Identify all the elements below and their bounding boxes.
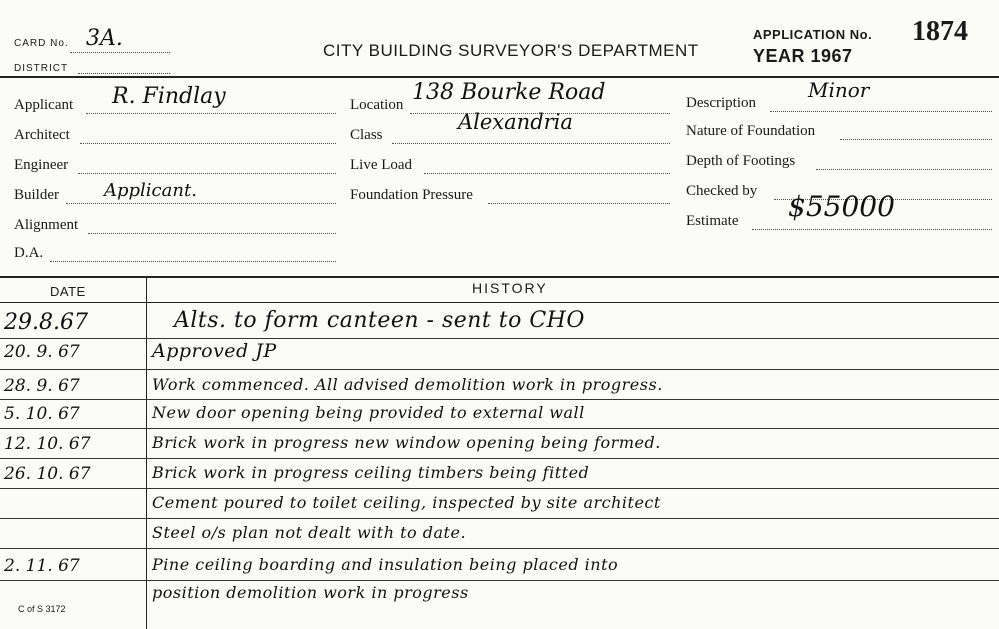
history-header-rule: [0, 302, 999, 303]
history-date: 20. 9. 67: [4, 342, 80, 362]
description-value: Minor: [808, 78, 870, 102]
history-text: Brick work in progress new window opening being formed.: [152, 433, 661, 452]
estimate-value: $55000: [788, 190, 895, 223]
class-label: Class: [350, 127, 383, 143]
row-line: [0, 580, 999, 581]
live-load-line: [424, 173, 670, 174]
history-row: [0, 340, 999, 370]
date-header: DATE: [50, 284, 86, 299]
history-text: New door opening being provided to external wall: [152, 403, 585, 422]
history-row: [0, 308, 999, 338]
history-row: [0, 582, 999, 612]
alignment-label: Alignment: [14, 217, 79, 233]
history-date: 28. 9. 67: [4, 376, 80, 396]
estimate-label: Estimate: [686, 213, 739, 229]
architect-line: [80, 143, 336, 144]
district-line: [78, 73, 170, 74]
card-no-label: CARD No.: [14, 38, 69, 49]
location-value: 138 Bourke Road: [412, 80, 606, 105]
department-title: CITY BUILDING SURVEYOR'S DEPARTMENT: [323, 41, 699, 60]
builder-line: [66, 203, 336, 204]
nature-of-foundation-label: Nature of Foundation: [686, 123, 816, 139]
alignment-line: [88, 233, 336, 234]
row-line: [0, 338, 999, 339]
application-number: 1874: [912, 16, 968, 47]
estimate-line: [752, 229, 992, 230]
history-text: Pine ceiling boarding and insulation being placed into: [152, 555, 619, 574]
nature-of-foundation-line: [840, 139, 992, 140]
foundation-pressure-label: Foundation Pressure: [350, 187, 473, 203]
description-line: [770, 111, 992, 112]
class-line: [392, 143, 670, 144]
history-date: 29.8.67: [4, 310, 88, 335]
history-date: 2. 11. 67: [4, 556, 80, 576]
district-label: DISTRICT: [14, 63, 69, 74]
row-line: [0, 369, 999, 370]
form-code: C of S 3172: [18, 604, 66, 614]
history-top-rule: [0, 276, 999, 278]
applicant-value: R. Findlay: [112, 84, 226, 109]
history-text: Cement poured to toilet ceiling, inspected by site architect: [152, 493, 661, 512]
history-text: position demolition work in progress: [152, 583, 469, 602]
location-label: Location: [350, 97, 404, 113]
card-no-line: [70, 52, 170, 53]
history-date: 5. 10. 67: [4, 404, 80, 424]
depth-of-footings-line: [816, 169, 992, 170]
builder-value: Applicant.: [104, 180, 197, 201]
depth-of-footings-label: Depth of Footings: [686, 153, 796, 169]
foundation-pressure-line: [488, 203, 670, 204]
row-line: [0, 458, 999, 459]
history-text: Approved JP: [152, 340, 277, 362]
applicant-label: Applicant: [14, 97, 74, 113]
history-text: Steel o/s plan not dealt with to date.: [152, 523, 467, 542]
history-text: Work commenced. All advised demolition work in progress.: [152, 375, 663, 394]
history-date: 12. 10. 67: [4, 434, 91, 454]
row-line: [0, 399, 999, 400]
description-label: Description: [686, 95, 756, 111]
row-line: [0, 548, 999, 549]
row-line: [0, 488, 999, 489]
architect-label: Architect: [14, 127, 70, 143]
row-line: [0, 518, 999, 519]
live-load-label: Live Load: [350, 157, 413, 173]
history-text: Alts. to form canteen - sent to CHO: [174, 308, 585, 333]
da-label: D.A.: [14, 245, 44, 261]
engineer-label: Engineer: [14, 157, 69, 173]
checked-by-label: Checked by: [686, 183, 758, 199]
builder-label: Builder: [14, 187, 59, 203]
da-line: [50, 261, 336, 262]
year-label: YEAR 1967: [753, 46, 853, 66]
class-value: Alexandria: [458, 110, 573, 134]
history-date: 26. 10. 67: [4, 464, 91, 484]
card-no-value: 3A.: [86, 26, 123, 51]
application-label: APPLICATION No.: [753, 27, 873, 42]
history-text: Brick work in progress ceiling timbers being fitted: [152, 463, 590, 482]
engineer-line: [78, 173, 336, 174]
row-line: [0, 428, 999, 429]
applicant-line: [86, 113, 336, 114]
history-header: HISTORY: [472, 280, 548, 296]
